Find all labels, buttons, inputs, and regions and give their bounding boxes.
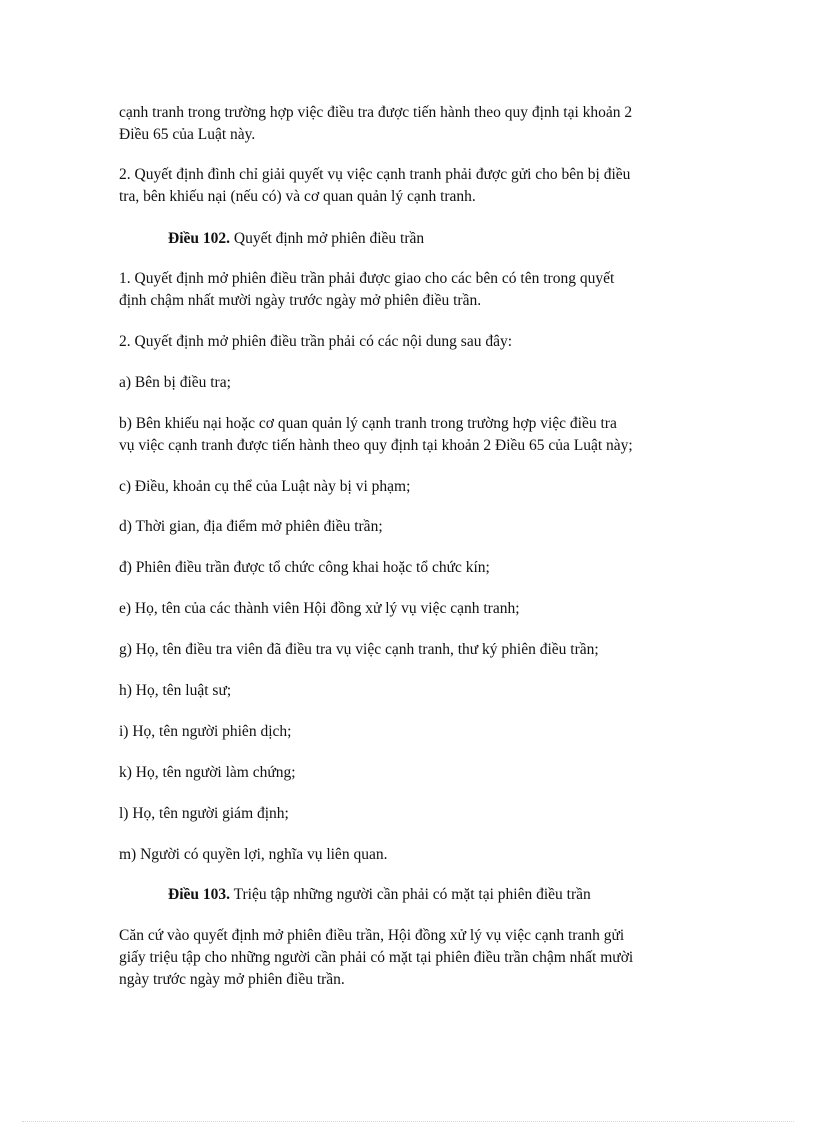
item-l: l) Họ, tên người giám định; [119,805,289,822]
intro-line-1: cạnh tranh trong trường hợp việc điều tra được tiến hành theo quy định tại khoản 2 [119,104,633,121]
item-i: i) Họ, tên người phiên dịch; [119,723,292,740]
item-h: h) Họ, tên luật sư; [119,682,232,699]
article-103-line-1: Căn cứ vào quyết định mở phiên điều trần, Hội đồng xử lý vụ việc cạnh tranh gửi [119,927,625,944]
item-a: a) Bên bị điều tra; [119,374,231,391]
item-m: m) Người có quyền lợi, nghĩa vụ liên quan. [119,846,388,863]
item-g: g) Họ, tên điều tra viên đã điều tra vụ việc cạnh tranh, thư ký phiên điều trần; [119,641,599,658]
article-102-clause-1-line-2: định chậm nhất mười ngày trước ngày mở phiên điều trần. [119,292,482,309]
article-102-clause-1 [119,268,699,312]
article-103-label: Điều 103. [168,886,230,903]
intro-paragraph [119,102,699,146]
article-103-title: Triệu tập những người cần phải có mặt tại phiên điều trần [230,886,591,903]
item-b-line-2: vụ việc cạnh tranh được tiến hành theo quy định tại khoản 2 Điều 65 của Luật này; [119,437,633,454]
article-103-line-3: ngày trước ngày mở phiên điều trần. [119,971,345,988]
article-102-clause-2: 2. Quyết định mở phiên điều trần phải có các nội dung sau đây: [119,333,513,350]
send-decision-line-1: 2. Quyết định đình chỉ giải quyết vụ việc cạnh tranh phải được gửi cho bên bị điều [119,166,631,183]
page-bottom-divider [22,1121,794,1122]
article-102-clause-1-line-1: 1. Quyết định mở phiên điều trần phải được giao cho các bên có tên trong quyết [119,270,615,287]
intro-line-2: Điều 65 của Luật này. [119,126,256,143]
article-103-line-2: giấy triệu tập cho những người cần phải có mặt tại phiên điều trần chậm nhất mười [119,949,634,966]
item-k: k) Họ, tên người làm chứng; [119,764,296,781]
article-102-label: Điều 102. [168,230,230,247]
item-b [119,413,699,457]
article-103-paragraph [119,925,699,991]
article-102-title: Quyết định mở phiên điều trần [230,230,425,247]
article-103-heading [168,884,748,906]
item-d: d) Thời gian, địa điểm mở phiên điều trần; [119,518,383,535]
item-e: e) Họ, tên của các thành viên Hội đồng xử lý vụ việc cạnh tranh; [119,600,520,617]
item-c: c) Điều, khoản cụ thể của Luật này bị vi phạm; [119,478,411,495]
article-102-heading [168,228,748,250]
send-decision-paragraph [119,164,699,208]
item-dd: đ) Phiên điều trần được tổ chức công khai hoặc tổ chức kín; [119,559,490,576]
send-decision-line-2: tra, bên khiếu nại (nếu có) và cơ quan quản lý cạnh tranh. [119,188,476,205]
item-b-line-1: b) Bên khiếu nại hoặc cơ quan quản lý cạnh tranh trong trường hợp việc điều tra [119,415,617,432]
